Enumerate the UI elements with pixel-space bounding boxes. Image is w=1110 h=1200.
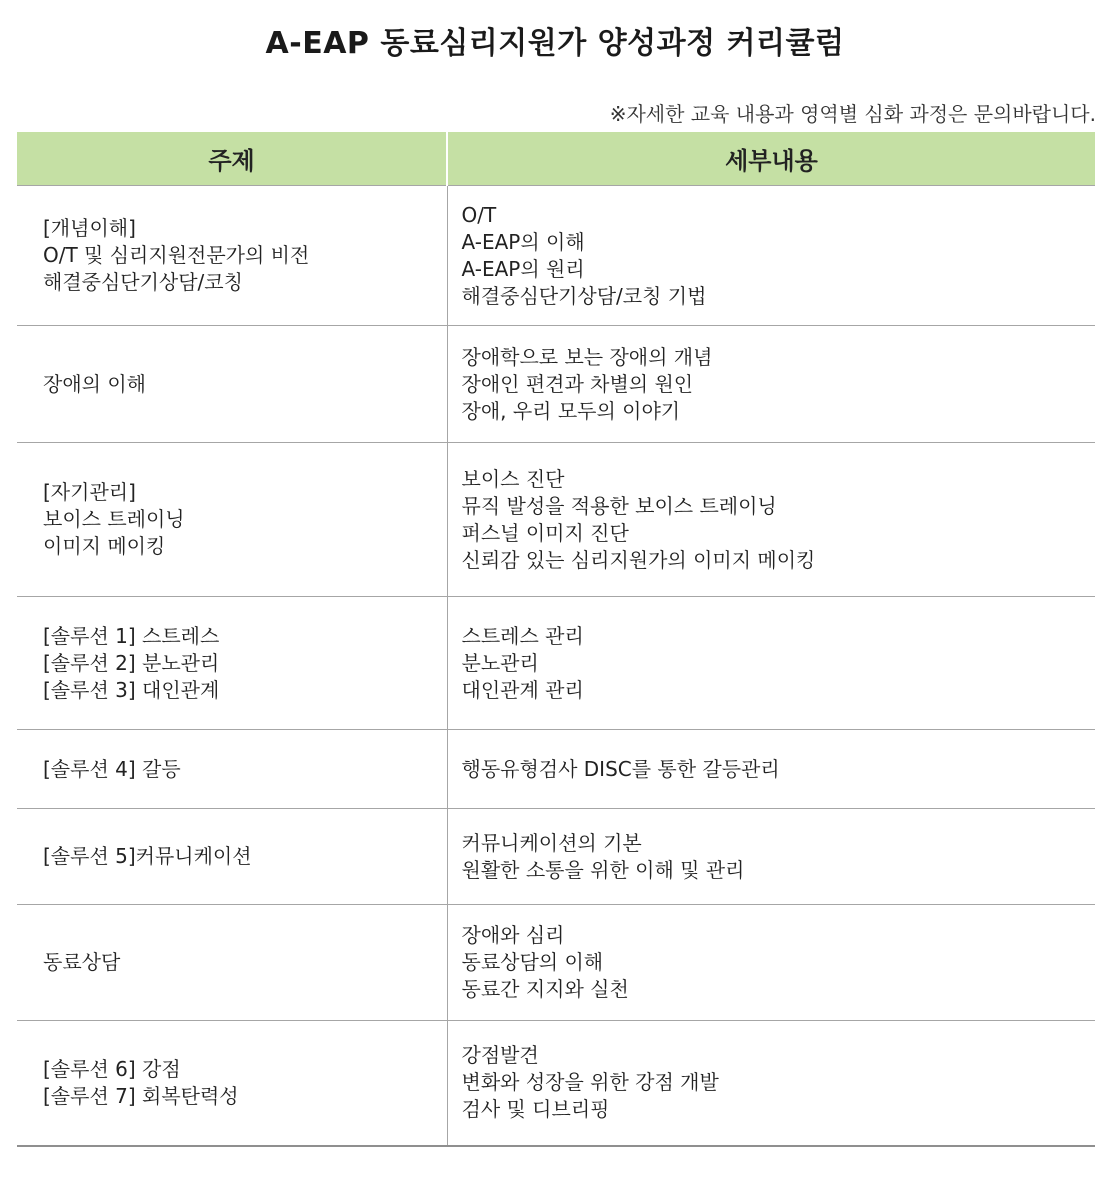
topic-cell: [17, 730, 447, 809]
header-detail: 세부내용: [447, 132, 1095, 186]
table-row: [17, 1021, 1095, 1146]
table-row: [17, 905, 1095, 1021]
detail-line: 퍼스널 이미지 진단: [461, 520, 629, 545]
topic-cell: [17, 443, 447, 597]
detail-cell: [447, 905, 1095, 1021]
topic-line: [솔루션 6] 강점: [43, 1056, 181, 1081]
detail-line: A-EAP의 이해: [461, 229, 585, 254]
detail-cell: [447, 186, 1095, 326]
table-row: [17, 326, 1095, 443]
table-row: [17, 186, 1095, 326]
detail-line: 보이스 진단: [461, 466, 565, 491]
topic-line: [자기관리]: [43, 480, 136, 504]
topic-line: 해결중심단기상담/코칭: [43, 270, 243, 294]
topic-line: 보이스 트레이닝: [43, 507, 185, 531]
header-topic: 주제: [17, 132, 447, 186]
detail-line: A-EAP의 원리: [461, 256, 585, 281]
topic-line: [솔루션 7] 회복탄력성: [43, 1083, 239, 1108]
topic-line: [솔루션 2] 분노관리: [43, 650, 220, 675]
table-row: [17, 730, 1095, 809]
detail-line: 신뢰감 있는 심리지원가의 이미지 메이킹: [461, 547, 816, 572]
detail-line: 해결중심단기상담/코칭 기법: [461, 283, 707, 308]
detail-cell: [447, 597, 1095, 730]
topic-cell: [17, 597, 447, 730]
table-header-row: [17, 132, 1095, 186]
detail-line: 대인관계 관리: [461, 677, 584, 702]
detail-line: 장애인 편견과 차별의 원인: [461, 371, 694, 396]
table-body: [17, 186, 1095, 1146]
table-row: [17, 597, 1095, 730]
detail-cell: [447, 730, 1095, 809]
topic-cell: [17, 1021, 447, 1146]
topic-line: [개념이해]: [43, 216, 136, 240]
detail-line: 스트레스 관리: [461, 623, 584, 648]
topic-cell: [17, 186, 447, 326]
detail-line: 동료간 지지와 실천: [461, 977, 629, 1001]
page-title: A-EAP 동료심리지원가 양성과정 커리큘럼: [265, 26, 845, 61]
inquiry-note: ※자세한 교육 내용과 영역별 심화 과정은 문의바랍니다.: [609, 102, 1096, 126]
detail-cell: [447, 809, 1095, 905]
detail-line: 행동유형검사 DISC를 통한 갈등관리: [461, 756, 780, 781]
detail-cell: [447, 443, 1095, 597]
topic-line: [솔루션 5]커뮤니케이션: [43, 844, 252, 868]
detail-line: 분노관리: [461, 650, 539, 675]
topic-line: 장애의 이해: [43, 371, 146, 396]
topic-line: 이미지 메이킹: [43, 534, 166, 558]
topic-line: [솔루션 4] 갈등: [43, 756, 181, 781]
detail-cell: [447, 1021, 1095, 1146]
topic-line: 동료상담: [43, 950, 121, 974]
detail-cell: [447, 326, 1095, 443]
detail-line: 동료상담의 이해: [461, 950, 604, 974]
topic-line: [솔루션 3] 대인관계: [43, 677, 220, 702]
detail-line: O/T: [461, 202, 497, 227]
detail-line: 원활한 소통을 위한 이해 및 관리: [461, 857, 745, 882]
detail-line: 장애, 우리 모두의 이야기: [461, 398, 681, 423]
topic-line: O/T 및 심리지원전문가의 비전: [43, 243, 310, 267]
detail-line: 장애학으로 보는 장애의 개념: [461, 344, 713, 369]
topic-cell: [17, 809, 447, 905]
topic-line: [솔루션 1] 스트레스: [43, 623, 220, 648]
detail-line: 변화와 성장을 위한 강점 개발: [461, 1070, 719, 1095]
table-row: [17, 809, 1095, 905]
detail-line: 강점발견: [461, 1043, 539, 1068]
detail-line: 검사 및 디브리핑: [461, 1097, 610, 1122]
detail-line: 커뮤니케이션의 기본: [461, 830, 642, 855]
curriculum-table-wrapper: [17, 132, 1095, 1147]
topic-cell: [17, 905, 447, 1021]
topic-cell: [17, 326, 447, 443]
curriculum-table: [17, 132, 1095, 1147]
detail-line: 뮤직 발성을 적용한 보이스 트레이닝: [461, 493, 777, 518]
table-row: [17, 443, 1095, 597]
detail-line: 장애와 심리: [461, 923, 565, 947]
